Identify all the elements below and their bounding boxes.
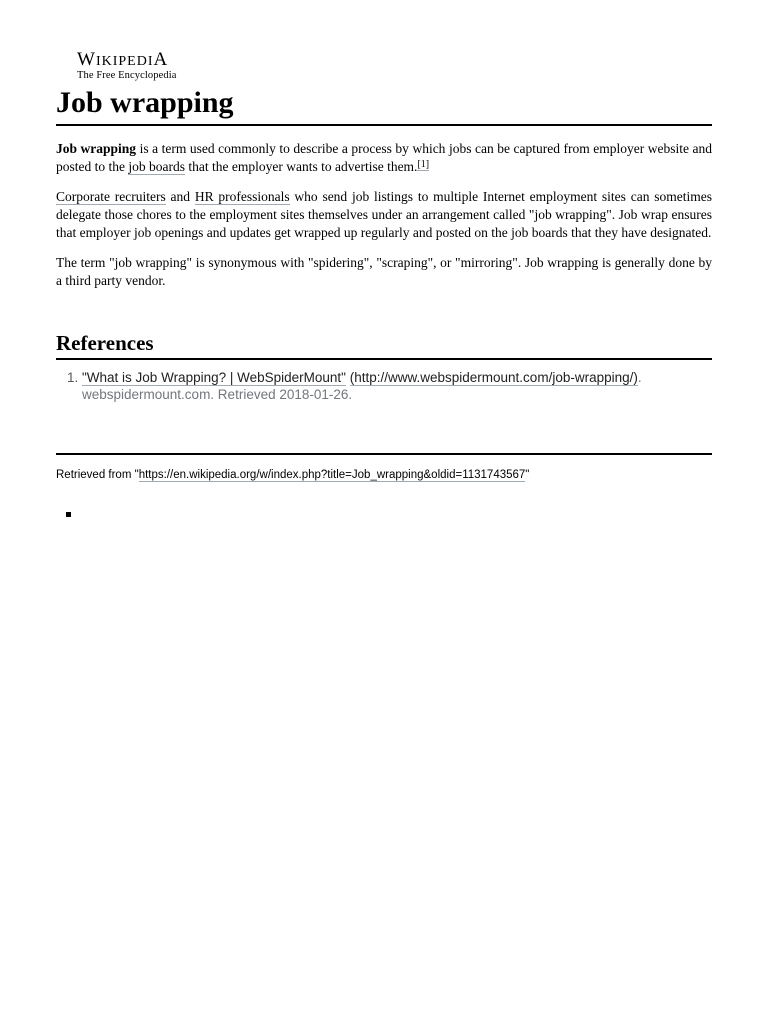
reference-url-link[interactable]: (http://www.webspidermount.com/job-wrapping/) [349, 370, 638, 385]
article-body [56, 140, 712, 302]
logo-wordmark: WIKIPEDIA [77, 49, 169, 70]
page-title: Job wrapping [56, 84, 712, 126]
citation-1 [417, 159, 429, 171]
link-corporate-recruiters[interactable]: Corporate recruiters [56, 189, 166, 204]
references-heading: References [56, 330, 712, 360]
paragraph-synonyms: The term "job wrapping" is synonymous with "spidering", "scraping", or "mirroring". Job wrapping is generally done by a third party vendor. [56, 255, 712, 288]
retrieved-url-link[interactable]: https://en.wikipedia.org/w/index.php?title=Job_wrapping&oldid=1131743567 [138, 469, 526, 481]
paragraph-intro: Job wrapping is a term used commonly to describe a process by which jobs can be captured from employer website and posted to the job boards that the employer wants to advertise them.[1] [56, 141, 712, 174]
reference-meta: . webspidermount.com. Retrieved 2018-01-26. [82, 370, 642, 402]
references-list [56, 369, 712, 403]
footer-divider [56, 453, 712, 455]
reference-title-link[interactable]: "What is Job Wrapping? | WebSpiderMount" [82, 370, 346, 385]
reference-item-1 [82, 369, 712, 403]
bold-term: Job wrapping [56, 141, 137, 156]
citation-link-1[interactable]: [1] [417, 159, 430, 170]
paragraph-recruiters: Corporate recruiters and HR professionals who send job listings to multiple Internet employment sites can sometimes delegate those chores to the employment sites themselves under an arrangement called "job wrapping". Job wrap ensures that employer job openings and updates get wrapped up regularly and posted on the job boards that they have designated. [56, 189, 712, 240]
logo-tagline: The Free Encyclopedia [77, 70, 177, 81]
list-bullet [66, 512, 71, 517]
wikipedia-logo[interactable] [77, 50, 176, 82]
link-hr-professionals[interactable]: HR professionals [194, 189, 290, 204]
retrieved-from: Retrieved from "https://en.wikipedia.org/w/index.php?title=Job_wrapping&oldid=1131743567" [56, 469, 530, 481]
link-job-boards[interactable]: job boards [128, 159, 185, 174]
